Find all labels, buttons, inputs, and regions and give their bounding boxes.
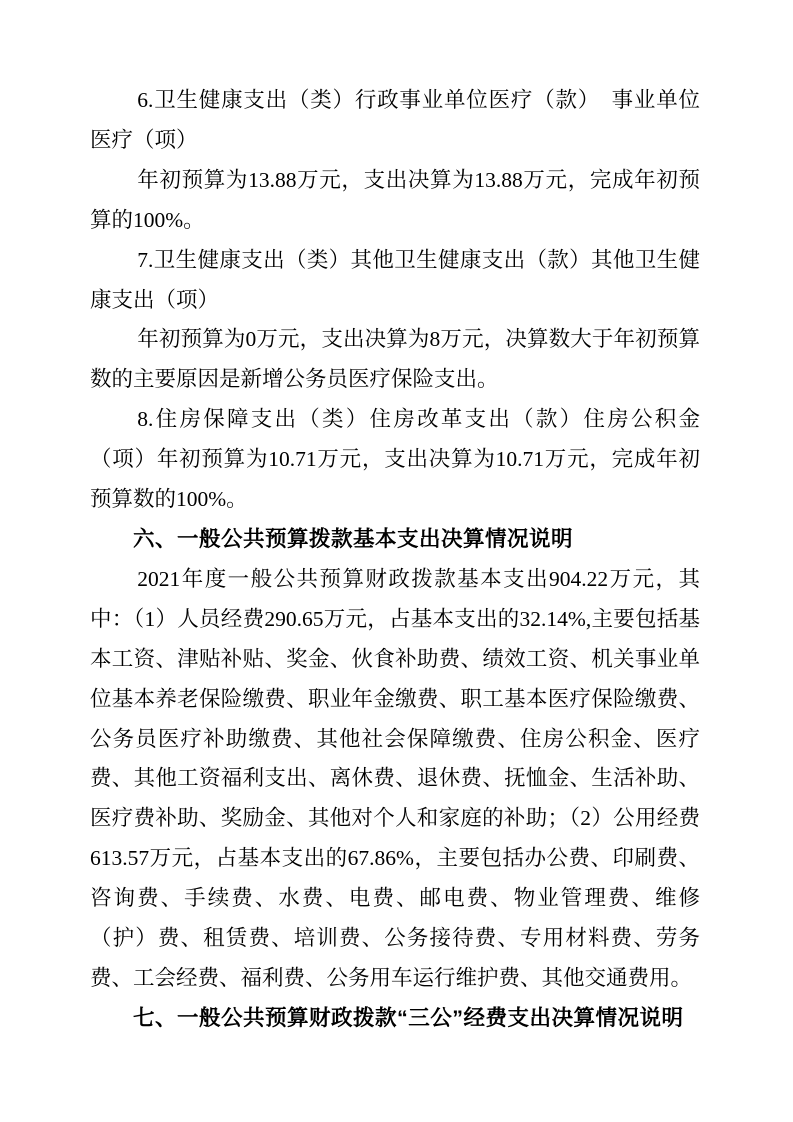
paragraph-item7-detail: 年初预算为0万元，支出决算为8万元，决算数大于年初预算数的主要原因是新增公务员医疗保险支出。: [90, 327, 700, 392]
paragraph-item8: 8.住房保障支出（类）住房改革支出（款）住房公积金（项）年初预算为10.71万元，支出决算为10.71万元，完成年初预算数的100%。: [90, 407, 700, 512]
section-heading-seven: 七、一般公共预算财政拨款“三公”经费支出决算情况说明: [133, 1005, 684, 1030]
paragraph-item6-detail: 年初预算为13.88万元，支出决算为13.88万元，完成年初预算的100%。: [90, 167, 700, 232]
section-heading-six: 六、一般公共预算拨款基本支出决算情况说明: [133, 526, 574, 551]
paragraph-item6-title: 6.卫生健康支出（类）行政事业单位医疗（款） 事业单位医疗（项）: [90, 88, 700, 152]
paragraph-basic-expenditure-detail: 2021年度一般公共预算财政拨款基本支出904.22万元，其中：（1）人员经费290.65万元，占基本支出的32.14%,主要包括基本工资、津贴补贴、奖金、伙食补助费、绩效工资、机关事业单位基本养老保险缴费、职业年金缴费、职工基本医疗保险缴费、公务员医疗补助缴费、其他社会保障缴费、住房公积金、医疗费、其他工资福利支出、离休费、退休费、抚恤金、生活补助、医疗费补助、奖励金、其他对个人和家庭的补助；（2）公用经费613.57万元，占基本支出的67.86%，主要包括办公费、印刷费、咨询费、手续费、水费、电费、邮电费、物业管理费、维修（护）费、租赁费、培训费、公务接待费、专用材料费、劳务费、工会经费、福利费、公务用车运行维护费、其他交通费用。: [90, 566, 700, 990]
paragraph-item7-title: 7.卫生健康支出（类）其他卫生健康支出（款）其他卫生健康支出（项）: [90, 247, 700, 312]
